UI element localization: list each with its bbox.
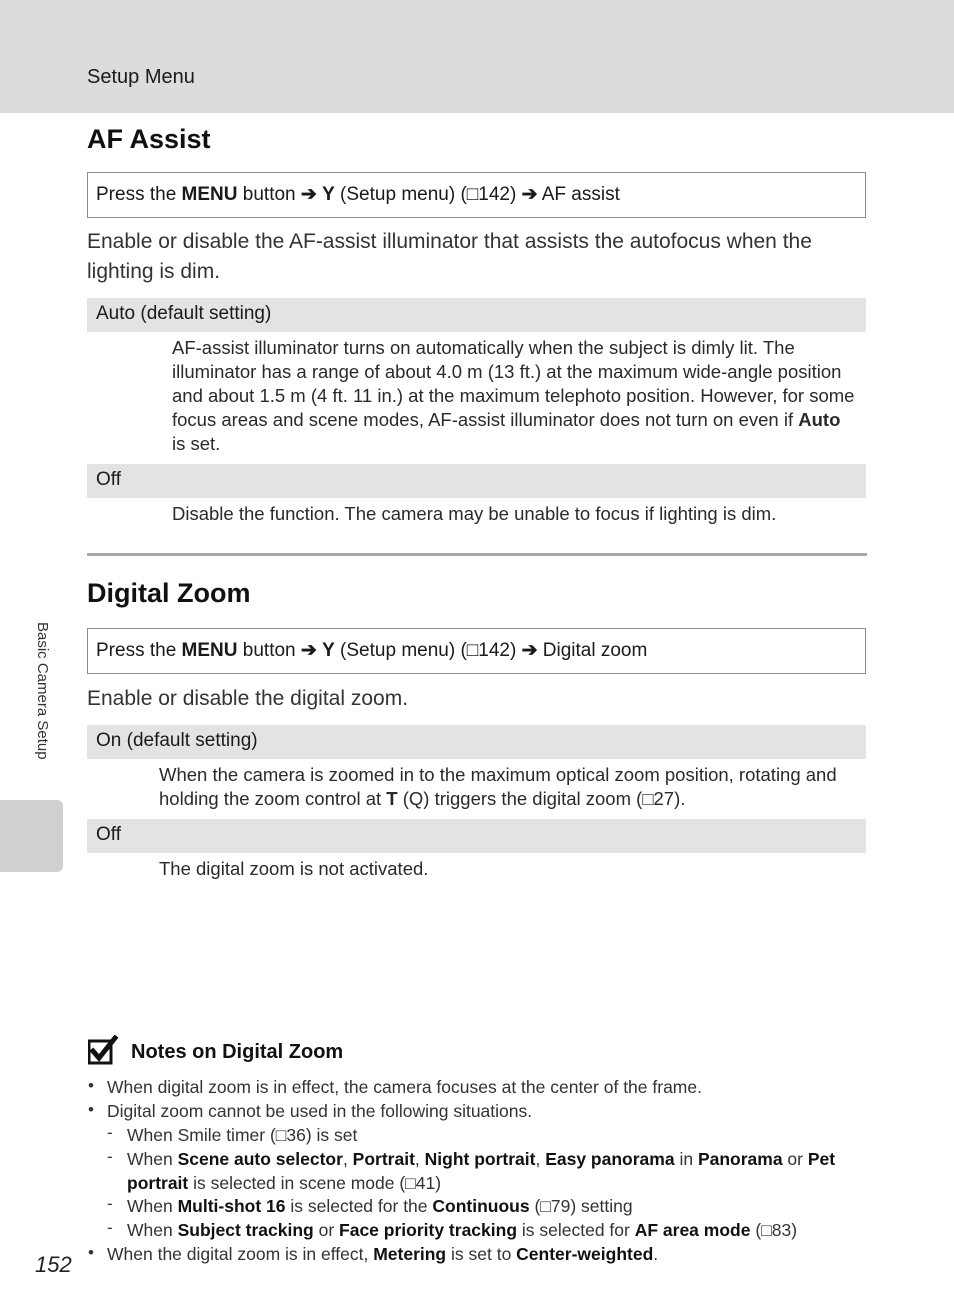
running-head: Setup Menu [87,66,195,88]
sub4-text: When [127,1220,178,1240]
sub4-c1: or [313,1220,340,1240]
af-assist-path-box [87,172,866,218]
note-sub-3 [127,1194,633,1218]
path-target: AF assist [537,184,620,205]
digital-zoom-lead: Enable or disable the digital zoom. [87,687,409,710]
sub1-text: When Smile timer ( [127,1125,276,1145]
path-setup-text: (Setup menu) ( [334,640,467,661]
bullet-marker: • [88,1076,94,1095]
option-off-description: Disable the function. The camera may be unable to focus if lighting is dim. [172,503,777,524]
sub2-k1: Scene auto selector [177,1149,343,1169]
af-assist-lead: Enable or disable the AF-assist illuminator that assists the autofocus when the lighting is dim. [87,230,812,283]
auto-desc-bold: Auto [798,409,841,430]
dash-marker: - [107,1194,113,1213]
sub2-text: When [127,1149,178,1169]
arrow-icon: ➔ [521,640,538,661]
path-ref-page: 142) [478,640,517,661]
b3-k1: Metering [373,1244,447,1264]
path-target: Digital zoom [537,640,648,661]
sub3-text: When [127,1196,178,1216]
option-off-label: Off [87,819,866,853]
sub3-k1: Multi-shot 16 [177,1196,286,1216]
sub2-c5: or [782,1149,808,1169]
sub3-k2: Continuous [432,1196,530,1216]
path-prefix: Press the [96,184,182,205]
sub2-k7: portrait [127,1173,189,1193]
bullet-marker: • [88,1243,94,1262]
sub2-k4: Easy panorama [545,1149,675,1169]
sub4-c3: ( [750,1220,762,1240]
page-number: 152 [35,1252,72,1277]
sub2-c3: , [535,1149,546,1169]
option-off-description: The digital zoom is not activated. [159,858,429,879]
sub2-k3: Night portrait [424,1149,536,1169]
menu-button-icon: MENU [181,184,238,205]
note-bullet-3 [107,1242,658,1266]
zoom-tele-icon: T [386,788,398,809]
sub2-c6: is selected in scene mode ( [188,1173,406,1193]
path-setup-text: (Setup menu) ( [334,184,467,205]
sub1-tail: 36) is set [286,1125,358,1145]
af-assist-title: AF Assist [87,124,211,154]
setup-menu-icon: Y [322,640,335,661]
option-on-description [159,763,859,811]
chapter-tab [0,800,63,872]
sub4-k1: Subject tracking [177,1220,314,1240]
note-sub-4 [127,1218,797,1242]
path-ref-page: 142) [478,184,517,205]
path-prefix: Press the [96,640,182,661]
on-desc-paren: ( [397,788,409,809]
setup-menu-icon: Y [322,184,335,205]
sub3-c3: 79) setting [550,1196,633,1216]
chapter-side-label: Basic Camera Setup [34,622,51,760]
check-mark-icon [88,1035,118,1065]
b3-text: When the digital zoom is in effect, [107,1244,374,1264]
option-auto-description [172,336,856,456]
sub2-c7: 41) [415,1173,442,1193]
note-bullet-1: When digital zoom is in effect, the camera focuses at the center of the frame. [107,1077,702,1097]
note-bullet-2: Digital zoom cannot be used in the following situations. [107,1101,533,1121]
note-sub-1 [127,1123,357,1147]
note-sub-2-cont [127,1171,441,1195]
header-band [0,0,954,113]
option-on-label: On (default setting) [87,725,866,759]
path-button-word: button [237,184,301,205]
b3-k2: Center-weighted [516,1244,654,1264]
sub4-k3: AF area mode [634,1220,751,1240]
bullet-marker: • [88,1100,94,1119]
page-ref-icon: □ [540,1196,551,1216]
sub2-c2: , [414,1149,425,1169]
arrow-icon: ➔ [300,184,317,205]
sub4-c4: 83) [771,1220,798,1240]
on-desc-text: When the camera is zoomed in to the maximum optical zoom position, rotating and holding the zoom control at [159,764,837,809]
sub2-c1: , [342,1149,353,1169]
sub2-c4: in [674,1149,698,1169]
section-divider [87,553,867,556]
b3-c2: . [653,1244,659,1264]
b3-c1: is set to [446,1244,517,1264]
magnify-icon: Q [408,788,424,809]
page-ref-icon: □ [466,184,479,205]
on-desc-ref: 27). [653,788,686,809]
page-ref-icon: □ [761,1220,772,1240]
digital-zoom-title: Digital Zoom [87,578,251,608]
sub3-c1: is selected for the [285,1196,433,1216]
dash-marker: - [107,1147,113,1166]
sub3-c2: ( [529,1196,541,1216]
auto-desc-text: AF-assist illuminator turns on automatically when the subject is dimly lit. The illuminator has a range of about 4.0 m (13 ft.) at the maximum wide-angle position and about 1.5 m (4 ft. 11 in.) at the maximum telephoto position. However, for some focus areas and scene modes, AF-assist illuminator does not turn on even if [172,337,855,430]
dash-marker: - [107,1123,113,1142]
page-ref-icon: □ [642,788,654,809]
note-sub-2 [127,1147,835,1171]
auto-desc-tail: is set. [172,433,221,454]
sub4-k2: Face priority tracking [339,1220,518,1240]
on-desc-text-2: ) triggers the digital zoom ( [423,788,643,809]
option-off-label: Off [87,464,866,498]
page-ref-icon: □ [466,640,479,661]
dash-marker: - [107,1218,113,1237]
page-ref-icon: □ [405,1173,416,1193]
arrow-icon: ➔ [521,184,538,205]
arrow-icon: ➔ [300,640,317,661]
sub2-k6: Pet [807,1149,836,1169]
menu-button-icon: MENU [181,640,238,661]
option-auto-label: Auto (default setting) [87,298,866,332]
notes-title: Notes on Digital Zoom [131,1041,344,1063]
sub4-c2: is selected for [517,1220,635,1240]
page-ref-icon: □ [275,1125,287,1145]
digital-zoom-path-box [87,628,866,674]
sub2-k2: Portrait [352,1149,415,1169]
path-button-word: button [237,640,301,661]
sub2-k5: Panorama [697,1149,783,1169]
